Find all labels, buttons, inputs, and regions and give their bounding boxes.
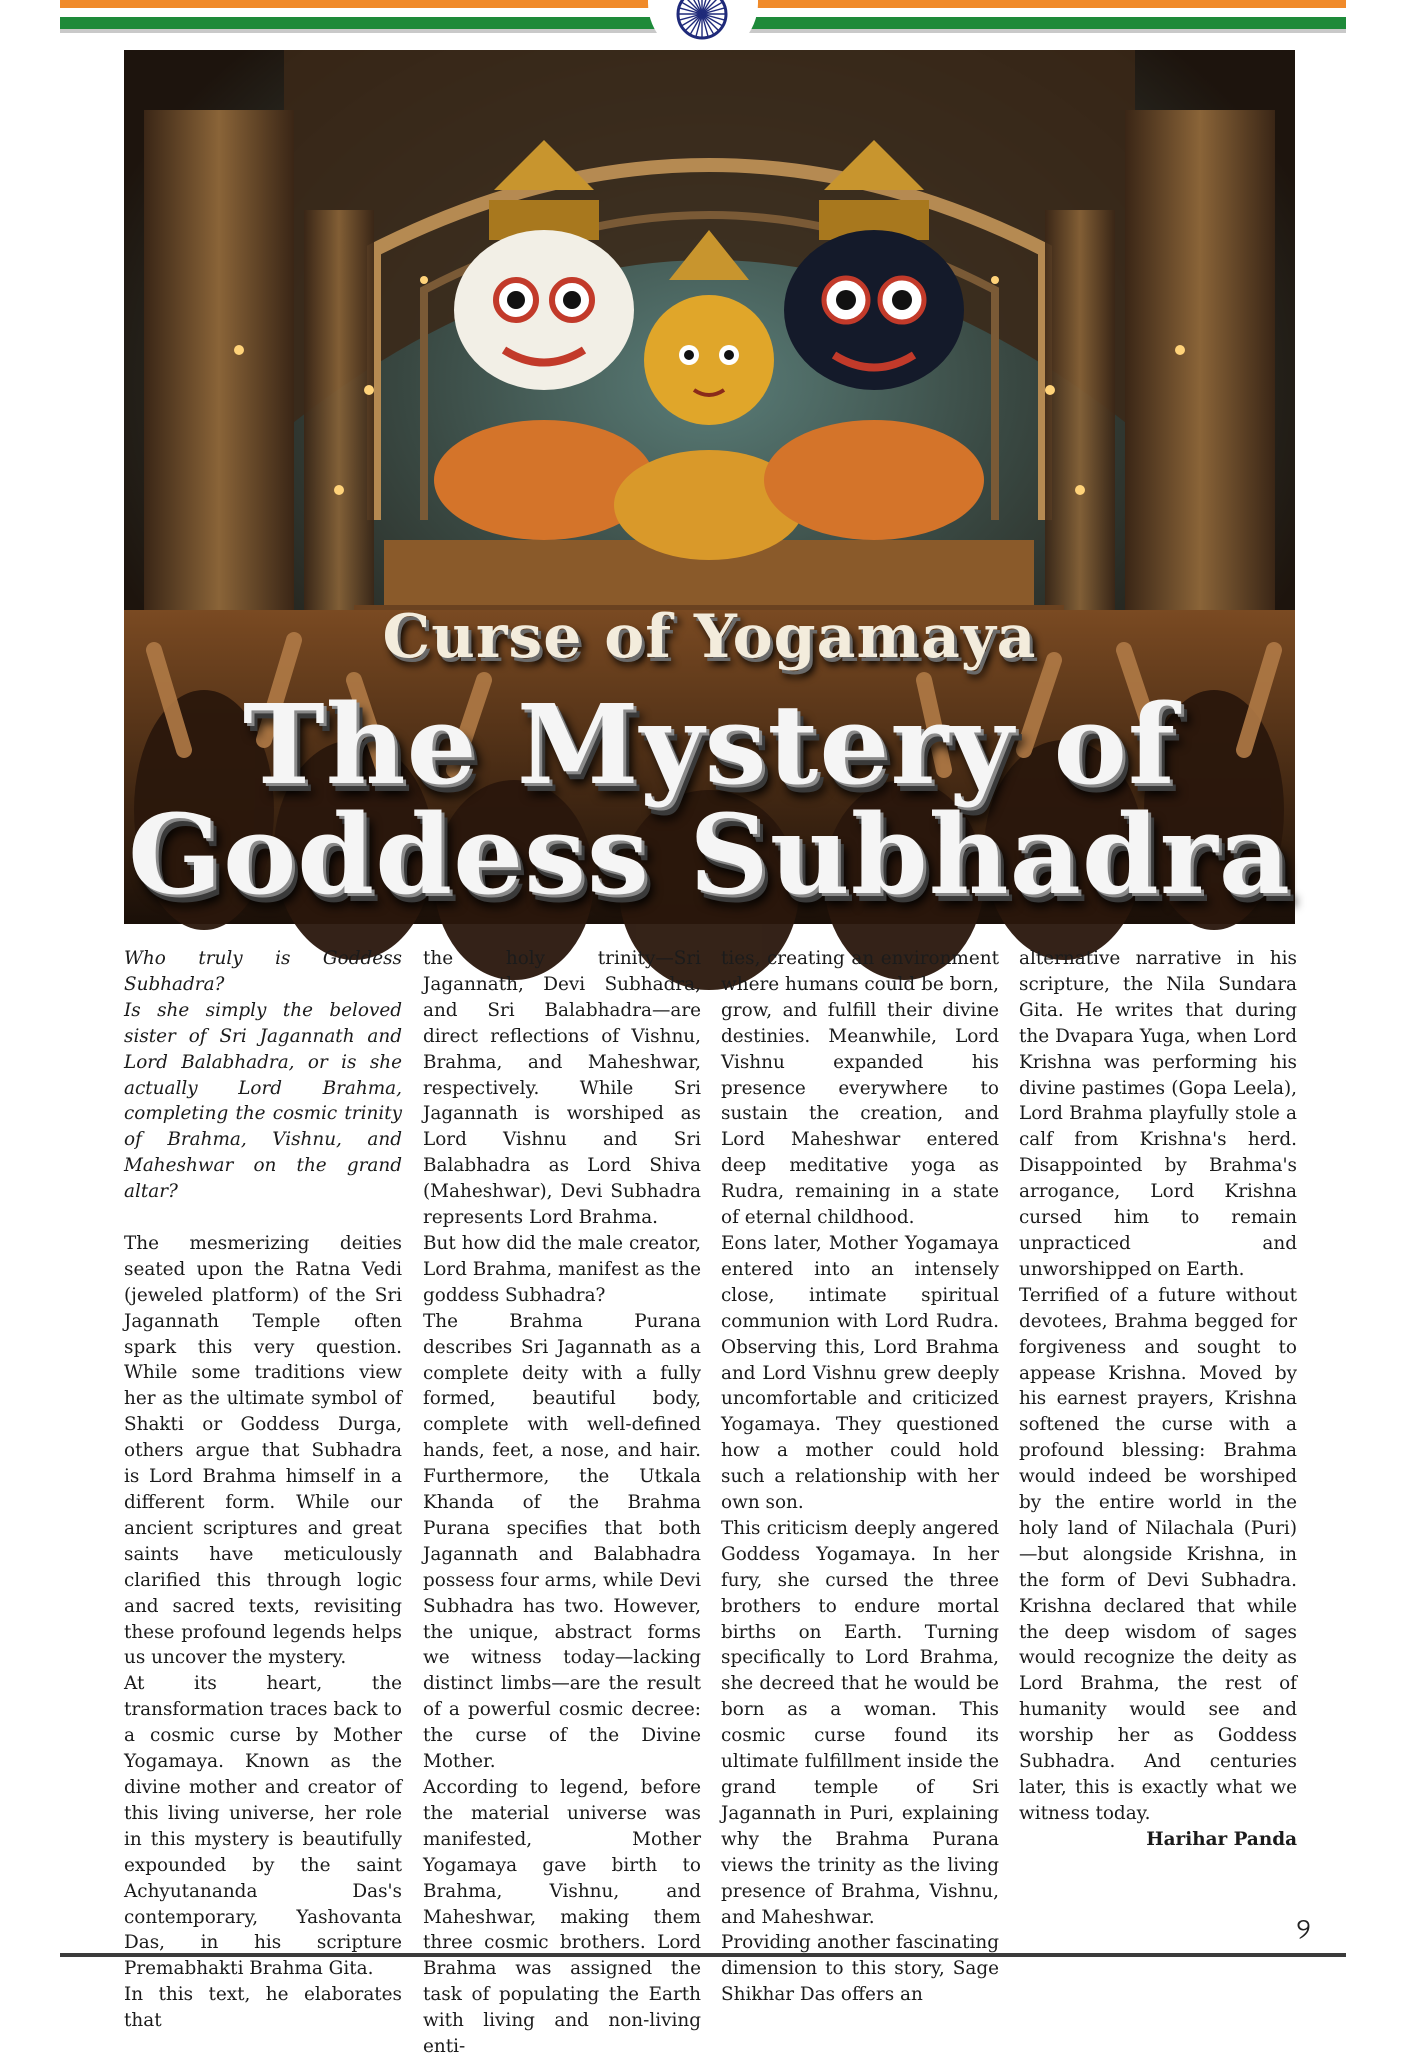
article-column-4 bbox=[1019, 946, 1297, 1853]
paragraph: alternative narrative in his scripture, the Nila Sundara Gita. He writes that during the Dvapara Yuga, when Lord Krishna was performing his divine pastimes (Gopa Leela), Lord Brahma playfully stole a calf from Krishna's herd. Disappointed by Brahma's arrogance, Lord Krishna cursed him to remain unpracticed and unworshipped on Earth. bbox=[1019, 948, 1297, 1280]
paragraph: The mesmerizing deities seated upon the Ratna Vedi (jeweled platform) of the Sri Jagannath Temple often spark this very question. While some traditions view her as the ultimate symbol of Shakti or Goddess Durga, others argue that Subhadra is Lord Brahma himself in a different form. While our ancient scriptures and great saints have meticulously clarified this through logic and sacred texts, revisiting these profound legends helps us uncover the mystery. bbox=[124, 1232, 402, 1669]
article-column-3 bbox=[721, 946, 999, 2008]
author-name: Harihar Panda bbox=[1146, 1828, 1297, 1850]
intro-question-detail: Is she simply the beloved sister of Sri Jagannath and Lord Balabhadra, or is she actually Lord Brahma, completing the cosmic trinity of Brahma, Vishnu, and Maheshwar on the grand altar? bbox=[124, 999, 402, 1203]
paragraph: In this text, he elaborates that bbox=[124, 1984, 402, 2032]
paragraph: Terrified of a future without devotees, Brahma begged for forgiveness and sought to appease Krishna. Moved by his earnest prayers, Krishna softened the curse with a profound blessing: Brahma would indeed be worshiped by the entire world in the holy land of Nilachala (Puri)—but alongside Krishna, in the form of Devi Subhadra. Krishna declared that while the deep wisdom of sages would recognize the deity as Lord Brahma, the rest of humanity would see and worship her as Goddess Subhadra. And centuries later, this is exactly what we witness today. bbox=[1019, 1284, 1297, 1824]
hero-image bbox=[124, 50, 1295, 924]
article-column-2 bbox=[423, 946, 701, 2060]
bottom-rule bbox=[60, 1953, 1346, 1957]
paragraph: This criticism deeply angered Goddess Yogamaya. In her fury, she cursed the three brothers to endure mortal births on Earth. Turning specifically to Lord Brahma, she decreed that he would be born as a woman. This cosmic curse found its ultimate fulfillment inside the grand temple of Sri Jagannath in Puri, explaining why the Brahma Purana views the trinity as the living presence of Brahma, Vishnu, and Maheshwar. bbox=[721, 1517, 999, 1928]
hero-title bbox=[124, 680, 1295, 919]
paragraph: Eons later, Mother Yogamaya entered into an intensely close, intimate spiritual communion with Lord Rudra. Observing this, Lord Brahma and Lord Vishnu grew deeply uncomfortable and criticized Yogamaya. They questioned how a mother could hold such a relationship with her own son. bbox=[721, 1232, 999, 1514]
hero-title-line-1: The Mystery of bbox=[242, 680, 1177, 809]
paragraph: But how did the male creator, Lord Brahma, manifest as the goddess Subhadra? bbox=[423, 1232, 701, 1306]
paragraph: ties, creating an environment where humans could be born, grow, and fulfill their divine destinies. Meanwhile, Lord Vishnu expanded his presence everywhere to sustain the creation, and Lord Maheshwar entered deep meditative yoga as Rudra, remaining in a state of eternal childhood. bbox=[721, 948, 999, 1229]
hero-subtitle: Curse of Yogamaya bbox=[382, 602, 1037, 672]
page-number: ୨ bbox=[1296, 1912, 1311, 1947]
ashoka-chakra-icon bbox=[667, 0, 737, 48]
paragraph: Providing another fascinating dimension to this story, Sage Shikhar Das offers an bbox=[721, 1932, 999, 2006]
article-column-1 bbox=[124, 946, 402, 2034]
hero-title-line-2: Goddess Subhadra bbox=[128, 790, 1291, 919]
intro-question: Who truly is Goddess Subhadra? bbox=[124, 948, 402, 995]
paragraph: At its heart, the transformation traces back to a cosmic curse by Mother Yogamaya. Known as the divine mother and creator of this living universe, her role in this mystery is beautifully expounded by the saint Achyutananda Das's contemporary, Yashovanta Das, in his scripture Premabhakti Brahma Gita. bbox=[124, 1673, 402, 1980]
paragraph: According to legend, before the material universe was manifested, Mother Yogamaya gave birth to Brahma, Vishnu, and Maheshwar, making them three cosmic brothers. Lord Brahma was assigned the task of populating the Earth with living and non-living enti- bbox=[423, 1777, 701, 2058]
paragraph: the holy trinity—Sri Jagannath, Devi Subhadra, and Sri Balabhadra—are direct reflections of Vishnu, Brahma, and Maheshwar, respectively. While Sri Jagannath is worshiped as Lord Vishnu and Sri Balabhadra as Lord Shiva (Maheshwar), Devi Subhadra represents Lord Brahma. bbox=[423, 948, 701, 1229]
paragraph: The Brahma Purana describes Sri Jagannath as a complete deity with a fully formed, beautiful body, complete with well-defined hands, feet, a nose, and hair. Furthermore, the Utkala Khanda of the Brahma Purana specifies that both Jagannath and Balabhadra possess four arms, while Devi Subhadra has two. However, the unique, abstract forms we witness today—lacking distinct limbs—are the result of a powerful cosmic decree: the curse of the Divine Mother. bbox=[423, 1310, 701, 1773]
